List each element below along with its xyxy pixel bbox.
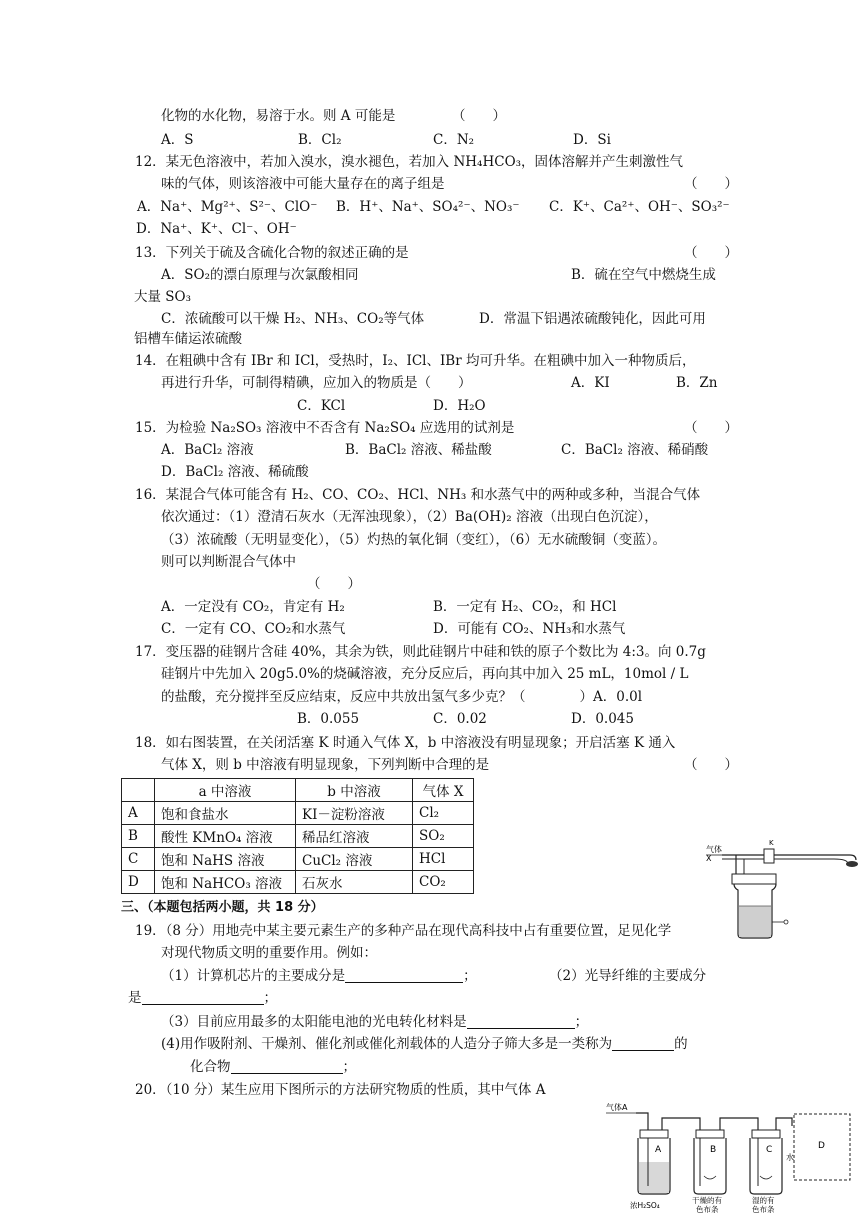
q14-stem-cont: 再进行升华，可制得精碘，应加入的物质是（ ） (161, 375, 472, 391)
figure-caption-a: 浓H₂SO₄ (630, 1201, 660, 1210)
q12-option-b: B．H⁺、Na⁺、SO₄²⁻、NO₃⁻ (336, 199, 520, 215)
figure-bottle-b-label: B (710, 1145, 717, 1155)
q13-option-d-cont: 铝槽车储运浓硫酸 (134, 331, 242, 347)
punctuation: ； (463, 968, 477, 984)
q20-stem: 20．（10 分）某生应用下图所示的方法研究物质的性质，其中气体 A (135, 1082, 546, 1098)
q13-stem: 13．下列关于硫及含硫化合物的叙述正确的是 (135, 245, 409, 261)
table-cell: C (122, 848, 155, 871)
table-row (122, 871, 474, 894)
answer-paren: （ ） (684, 420, 738, 436)
q13-option-a: A．SO₂的漂白原理与次氯酸相同 (161, 267, 359, 283)
q16-option-c: C．一定有 CO、CO₂和水蒸气 (161, 621, 346, 637)
q17-option-b: B．0.055 (297, 711, 360, 727)
answer-paren: （ ） (307, 576, 361, 592)
answer-paren: （ ） (452, 108, 506, 124)
table-cell: A (122, 802, 155, 825)
table-row (122, 825, 474, 848)
q19-item-4-text: (4)用作吸附剂、干燥剂、催化剂或催化剂载体的人造分子筛大多是一类称为 (161, 1036, 613, 1052)
q11-option-b: B．Cl₂ (298, 132, 342, 148)
q11-option-a: A．S (161, 132, 194, 148)
figure-caption-b-line1: 干燥的有 (692, 1196, 722, 1205)
q11-option-c: C．N₂ (433, 132, 475, 148)
q13-option-d: D．常温下铝遇浓硫酸钝化，因此可用 (479, 311, 706, 327)
table-cell: Cl₂ (413, 802, 474, 825)
q12-option-a: A．Na⁺、Mg²⁺、S²⁻、ClO⁻ (137, 199, 318, 215)
answer-blank[interactable] (345, 968, 463, 983)
q16-option-a: A．一定没有 CO₂，肯定有 H₂ (161, 599, 345, 615)
table-cell: CuCl₂ 溶液 (296, 848, 413, 871)
q11-stem-cont: 化物的水化物，易溶于水。则 A 可能是 (161, 108, 396, 124)
q15-stem: 15．为检验 Na₂SO₃ 溶液中不否含有 Na₂SO₄ 应选用的试剂是 (135, 420, 515, 436)
table-cell: 饱和 NaHS 溶液 (155, 848, 296, 871)
q14-option-c: C．KCl (297, 398, 346, 414)
q16-option-b: B．一定有 H₂、CO₂，和 HCl (433, 599, 617, 615)
q19-stem-cont: 对现代物质文明的重要作用。例如： (161, 945, 377, 961)
figure-water-label: 水 (786, 1153, 794, 1162)
q19-item-2-cont (128, 988, 277, 1008)
q17-stem-cont-2: 的盐酸，充分搅拌至反应结束，反应中共放出氢气多少克？（ ）A．0.0l (161, 689, 643, 705)
punctuation: ； (263, 990, 277, 1006)
q18-table (121, 778, 474, 894)
table-cell: 酸性 KMnO₄ 溶液 (155, 825, 296, 848)
q17-option-d: D．0.045 (571, 711, 634, 727)
q19-stem: 19．（8 分）用地壳中某主要元素生产的多种产品在现代高科技中占有重要位置，足见化学 (135, 923, 672, 939)
q18-stem: 18．如右图装置，在关闭活塞 K 时通入气体 X，b 中溶液没有明显现象；开启活塞 K 通入 (135, 735, 676, 751)
table-header-cell: 气体 X (413, 779, 474, 802)
figure-gas-label: 气体A (606, 1103, 628, 1112)
section-heading: 三、（本题包括两小题，共 18 分） (121, 900, 324, 915)
answer-blank[interactable] (467, 1014, 575, 1029)
answer-paren: （ ） (684, 245, 738, 261)
table-cell: 饱和 NaHCO₃ 溶液 (155, 871, 296, 894)
figure-caption-c-line2: 色布条 (752, 1205, 775, 1214)
q17-option-c: C．0.02 (433, 711, 487, 727)
q14-option-d: D．H₂O (433, 398, 486, 414)
table-header-cell: b 中溶液 (296, 779, 413, 802)
q19-item-2: （2）光导纤维的主要成分 (549, 968, 707, 984)
q16-stem: 16．某混合气体可能含有 H₂、CO、CO₂、HCl、NH₃ 和水蒸气中的两种或多种，当混合气体 (135, 487, 701, 503)
answer-paren: （ ） (684, 176, 738, 192)
q15-option-c: C．BaCl₂ 溶液、稀硝酸 (561, 442, 709, 458)
q16-stem-cont-1: 依次通过：（1）澄清石灰水（无浑浊现象），（2）Ba(OH)₂ 溶液（出现白色沉淀）， (161, 509, 658, 525)
q20-apparatus-figure (596, 1096, 858, 1214)
table-cell: 饱和食盐水 (155, 802, 296, 825)
q11-option-d: D．Si (573, 132, 611, 148)
q19-item-3-text: （3）目前应用最多的太阳能电池的光电转化材料是 (161, 1014, 467, 1030)
table-cell: SO₂ (413, 825, 474, 848)
figure-caption-b-line2: 色布条 (696, 1205, 719, 1214)
figure-gas-label-x: X (706, 854, 712, 863)
figure-bottle-c-label: C (766, 1145, 773, 1155)
q12-option-c: C．K⁺、Ca²⁺、OH⁻、SO₃²⁻ (549, 199, 730, 215)
q18-stem-cont: 气体 X，则 b 中溶液有明显现象，下列判断中合理的是 (161, 757, 490, 773)
answer-blank[interactable] (142, 990, 264, 1005)
q12-stem-cont: 味的气体，则该溶液中可能大量存在的离子组是 (161, 176, 445, 192)
figure-gas-label: 气体 (706, 845, 722, 854)
table-cell: 石灰水 (296, 871, 413, 894)
answer-blank[interactable] (612, 1036, 674, 1051)
answer-paren: （ ） (684, 757, 738, 773)
q19-item-4-end: 的 (674, 1036, 688, 1052)
q12-stem: 12．某无色溶液中，若加入溴水，溴水褪色，若加入 NH₄HCO₃，固体溶解并产生刺激性气 (135, 154, 684, 170)
table-cell: CO₂ (413, 871, 474, 894)
punctuation: ； (574, 1014, 589, 1030)
figure-bottle-a-label: A (655, 1145, 662, 1155)
q14-option-a: A．KI (571, 375, 610, 391)
punctuation: ； (342, 1059, 356, 1075)
q19-item-4-cont-text: 化合物 (190, 1059, 231, 1075)
q12-option-d: D．Na⁺、K⁺、Cl⁻、OH⁻ (136, 221, 297, 237)
table-cell: KI－淀粉溶液 (296, 802, 413, 825)
table-header-row (122, 779, 474, 802)
figure-valve-label: K (769, 839, 774, 847)
q15-option-b: B．BaCl₂ 溶液、稀盐酸 (345, 442, 492, 458)
figure-box-d-label: D (818, 1141, 825, 1151)
q13-option-b-cont: 大量 SO₃ (134, 289, 192, 305)
table-cell: HCl (413, 848, 474, 871)
q16-stem-cont-2: （3）浓硫酸（无明显变化），（5）灼热的氧化铜（变红），（6）无水硫酸铜（变蓝）。 (161, 532, 667, 548)
q16-stem-cont-3: 则可以判断混合气体中 (161, 554, 296, 570)
q14-stem: 14．在粗碘中含有 IBr 和 ICl，受热时，I₂、ICl、IBr 均可升华。在粗碘中加入一种物质后， (135, 353, 696, 369)
answer-blank[interactable] (231, 1059, 343, 1074)
q19-item-4 (161, 1034, 688, 1054)
table-header-cell (122, 779, 155, 802)
q16-option-d: D．可能有 CO₂、NH₃和水蒸气 (433, 621, 626, 637)
table-cell: D (122, 871, 155, 894)
q19-item-2-cont-text: 是 (128, 990, 142, 1006)
q18-apparatus-figure (700, 834, 860, 940)
table-cell: B (122, 825, 155, 848)
q13-option-c: C．浓硫酸可以干燥 H₂、NH₃、CO₂等气体 (161, 311, 425, 327)
table-header-cell: a 中溶液 (155, 779, 296, 802)
q15-option-a: A．BaCl₂ 溶液 (161, 442, 254, 458)
table-row (122, 802, 474, 825)
q19-item-3 (161, 1012, 588, 1032)
q19-item-4-cont (190, 1057, 356, 1077)
q17-stem-cont-1: 硅钢片中先加入 20g5.0%的烧碱溶液，充分反应后，再向其中加入 25 mL，10mol / L (161, 666, 689, 682)
q19-item-1 (161, 966, 477, 986)
q15-option-d: D．BaCl₂ 溶液、稀硫酸 (161, 464, 309, 480)
table-row (122, 848, 474, 871)
q13-option-b: B．硫在空气中燃烧生成 (571, 267, 716, 283)
q14-option-b: B．Zn (676, 375, 718, 391)
q19-item-1-text: （1）计算机芯片的主要成分是 (161, 968, 346, 984)
figure-caption-c-line1: 湿的有 (752, 1196, 775, 1205)
table-cell: 稀品红溶液 (296, 825, 413, 848)
q17-stem: 17．变压器的硅钢片含硅 40%，其余为铁，则此硅钢片中硅和铁的原子个数比为 4:3。向 0.7g (135, 644, 706, 660)
